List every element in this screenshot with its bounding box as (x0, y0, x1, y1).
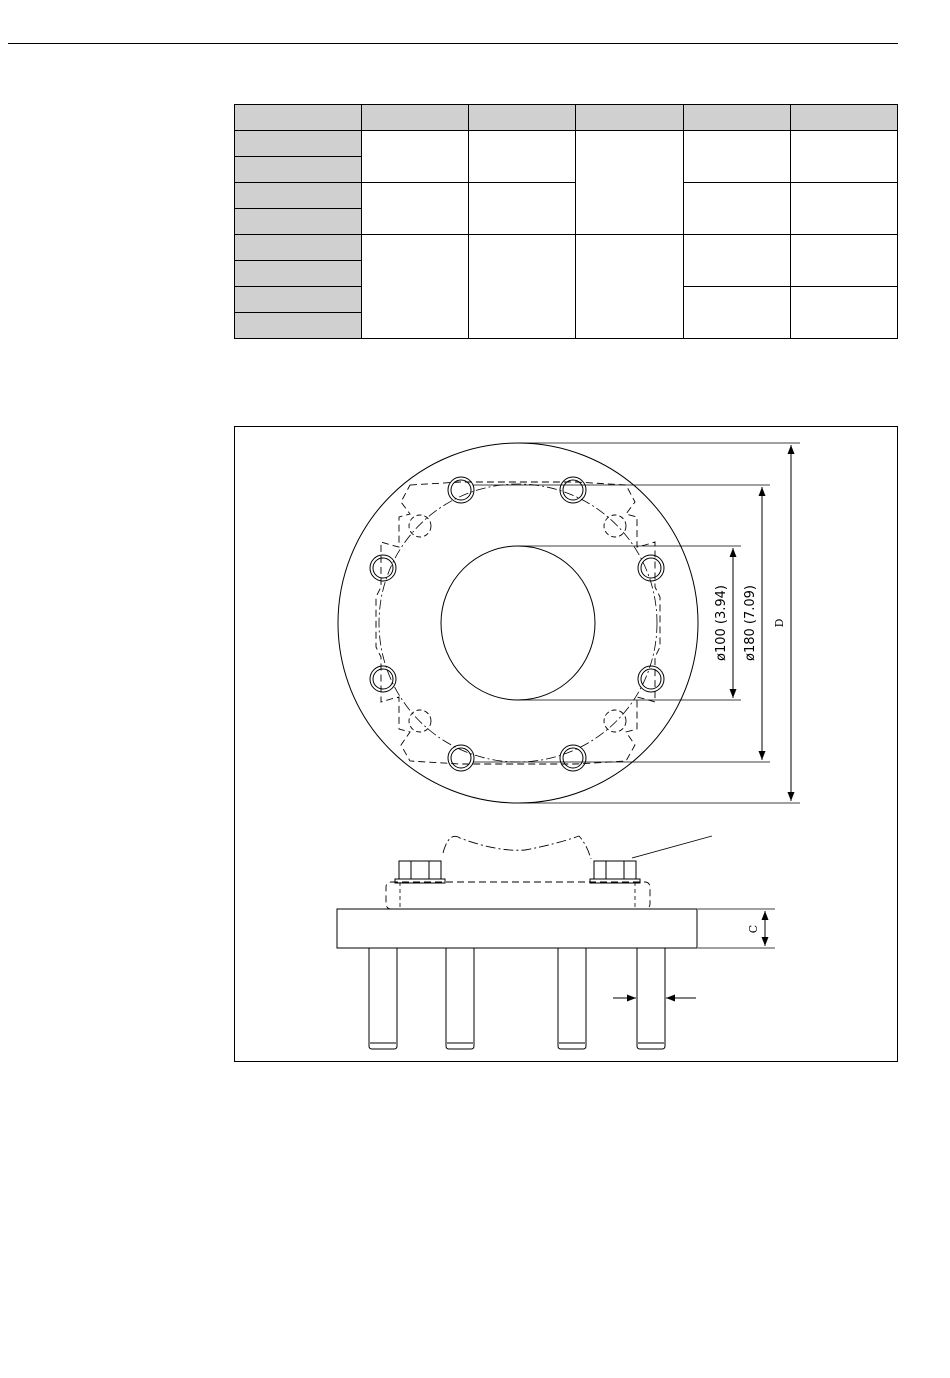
row-label-cell (235, 209, 362, 235)
table-header-cell (576, 105, 683, 131)
row-label-cell (235, 287, 362, 313)
leader-line (632, 836, 712, 858)
table-cell (683, 183, 790, 235)
flange-spec-table (234, 104, 898, 339)
row-label-cell (235, 157, 362, 183)
table-cell (683, 287, 790, 339)
table-cell (576, 235, 683, 339)
table-header-cell (362, 105, 469, 131)
table-row (235, 131, 898, 157)
counter-flange-holes (409, 515, 626, 732)
header-rule (8, 43, 898, 44)
table-header-cell (683, 105, 790, 131)
table-cell (683, 131, 790, 183)
flange-drawing-frame (234, 426, 898, 1062)
dim-d-label: D (773, 618, 786, 628)
break-line (443, 836, 591, 859)
table-cell (469, 235, 576, 339)
bore-circle (441, 546, 595, 700)
nut-right (590, 861, 640, 883)
table-cell (790, 235, 897, 287)
table-cell (790, 287, 897, 339)
table-cell (790, 183, 897, 235)
row-label-cell (235, 183, 362, 209)
table-cell (362, 235, 469, 339)
row-label-cell (235, 261, 362, 287)
table-header-cell (235, 105, 362, 131)
dim-180-label: ø180 (7.09) (743, 585, 758, 661)
flange-side-view (337, 836, 775, 1049)
counter-flange-plate (386, 882, 650, 909)
table-row (235, 183, 898, 209)
dim-c-label: C (747, 924, 760, 934)
table-cell (469, 183, 576, 235)
table-header-cell (469, 105, 576, 131)
table-cell (576, 131, 683, 235)
table-cell (469, 131, 576, 183)
row-label-cell (235, 313, 362, 339)
table-cell (790, 131, 897, 183)
dim-100-label: ø100 (3.94) (714, 585, 729, 661)
row-label-cell (235, 131, 362, 157)
nut-left (395, 861, 445, 883)
bolt-circle-dashdot (379, 484, 657, 762)
counter-flange-outline (376, 482, 660, 764)
table-cell (683, 235, 790, 287)
flange-drawing (235, 427, 899, 1063)
table-cell (362, 183, 469, 235)
flange-outer-circle (338, 443, 698, 803)
flange-top-view (338, 443, 800, 803)
table-cell (362, 131, 469, 183)
bolt-holes (370, 477, 664, 771)
table-header-row (235, 105, 898, 131)
table-row (235, 235, 898, 261)
flange-plate (337, 909, 697, 948)
table-header-cell (790, 105, 897, 131)
row-label-cell (235, 235, 362, 261)
